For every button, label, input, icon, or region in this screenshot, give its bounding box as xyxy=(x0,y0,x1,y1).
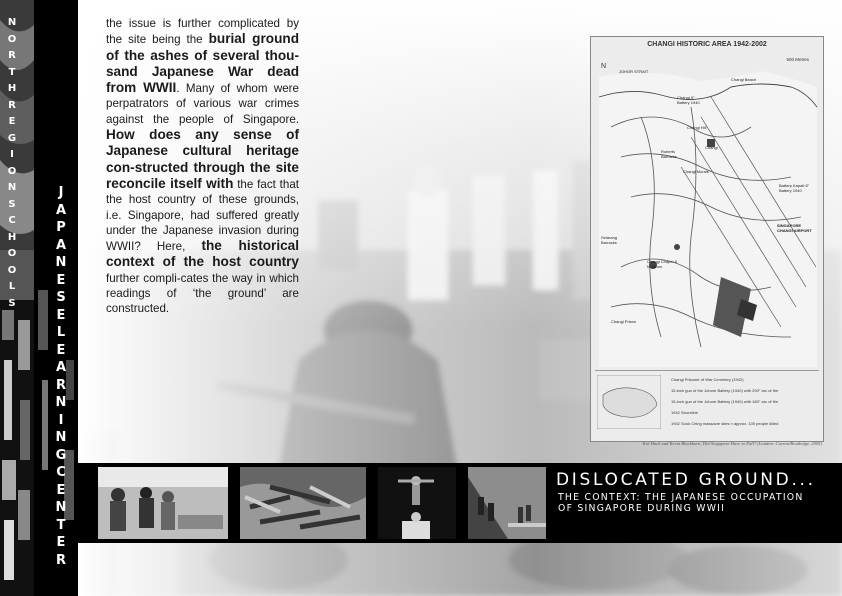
map-label-battery-2: Batterp Kapati 6" Battery 1940 xyxy=(779,183,810,193)
vertical-letter: N xyxy=(55,255,67,270)
vertical-letter: S xyxy=(8,297,16,309)
vertical-letter: N xyxy=(7,17,17,28)
map-label-selarang: Selarang Barracks xyxy=(601,235,618,245)
vertical-letter: L xyxy=(8,281,16,292)
map-label-changi-hill: Changi Hill xyxy=(687,125,707,130)
changi-historic-map xyxy=(590,36,824,442)
vertical-letter: S xyxy=(56,290,66,305)
vertical-letter: E xyxy=(56,307,66,323)
map-label-johor-strait: JOHOR STRAIT xyxy=(619,69,649,74)
vertical-letter: O xyxy=(7,165,17,177)
vertical-letter: I xyxy=(10,149,14,160)
vertical-letter: P xyxy=(56,220,66,235)
map-legend xyxy=(595,370,819,437)
map-label-airport: SINGAPORE CHANGI AIRPORT xyxy=(777,223,812,233)
bottom-title-band xyxy=(78,463,842,543)
vertical-letter: A xyxy=(55,202,67,218)
map-source-caption: Kol Hack and Kevin Blackburn, Did Singapore Have to Fall? (London: Curzon/Routledge, 2005) xyxy=(642,441,822,446)
band-subtitle-line-2: OF SINGAPORE DURING WWII xyxy=(558,502,726,514)
vertical-letter: J xyxy=(58,185,64,200)
band-subtitle xyxy=(558,493,804,514)
japanese-learning-center-vertical-text xyxy=(52,186,70,571)
legend-item-gun-180: 15-inch gun of the Johore Battery (1940) with 180° arc of fire xyxy=(671,399,779,404)
vertical-letter: H xyxy=(7,231,17,243)
thumb-bodies-pile xyxy=(240,467,366,539)
vertical-letter: S xyxy=(8,198,16,210)
band-subtitle-line-1: THE CONTEXT: THE JAPANESE OCCUPATION xyxy=(558,492,804,503)
vertical-letter: I xyxy=(58,412,64,428)
map-label-chapel-museum: Changi Chapel & Museum xyxy=(647,259,678,269)
grid-photo xyxy=(0,297,34,596)
vertical-letter: N xyxy=(55,500,67,515)
vertical-letter: T xyxy=(56,517,66,533)
essay-paragraph xyxy=(106,16,299,317)
vertical-letter: A xyxy=(55,237,67,253)
legend-item-gun-290: 15-inch gun of the Johore Battery (1940) with 290° arc of fire xyxy=(671,388,779,393)
vertical-letter: E xyxy=(56,482,66,498)
essay-emphasis-3: the historical context of the host country xyxy=(106,238,299,270)
vertical-letter: T xyxy=(8,66,16,78)
thumb-prisoners-march xyxy=(468,467,546,539)
essay-emphasis-1: burial ground of the ashes of several thou-sand Japanese War dead from WWII xyxy=(106,31,299,96)
band-title: DISLOCATED GROUND... xyxy=(556,470,816,490)
vertical-letter: R xyxy=(55,552,66,568)
vertical-letter: G xyxy=(55,447,67,463)
vertical-letter: N xyxy=(55,395,67,410)
vertical-letter: A xyxy=(55,360,67,375)
vertical-letter: E xyxy=(56,342,66,358)
vertical-letter: H xyxy=(7,83,17,94)
thumb-soldiers-gathering xyxy=(98,467,228,539)
essay-text-4: further compli-cates the way in which readings of ‘the ground’ are constructed. xyxy=(106,271,299,316)
essay-text-1: the issue is further complicated by the site being the xyxy=(106,17,299,47)
legend-item-cemetery: Changi Prisoner of War Cemetery (1942) xyxy=(671,377,744,382)
map-label-changi-beach: Changi Beach xyxy=(731,77,757,82)
vertical-letter: R xyxy=(8,99,16,111)
vertical-letter: R xyxy=(8,50,16,61)
north-region-schools-vertical-text xyxy=(6,18,18,315)
vertical-letter: N xyxy=(7,182,17,193)
vertical-letter: E xyxy=(56,272,66,288)
left-sidebar-strip xyxy=(0,0,78,596)
legend-item-massacre-sites: 1942 Sook Ching massacre sites ≈ approx. 100 people killed xyxy=(671,421,779,426)
legend-item-shoreline: 1942 Shoreline xyxy=(671,410,698,415)
vertical-letter: E xyxy=(8,116,16,127)
singapore-inset-map xyxy=(597,375,661,429)
thumb-surrender xyxy=(378,467,456,539)
vertical-letter: C xyxy=(56,465,66,480)
map-title: CHANGI HISTORIC AREA 1942-2002 xyxy=(647,41,767,48)
north-arrow-icon: N xyxy=(601,63,607,70)
vertical-letter: L xyxy=(56,325,66,340)
vertical-letter: C xyxy=(8,215,16,226)
vertical-letter: O xyxy=(7,264,17,276)
vertical-letter: G xyxy=(7,132,17,144)
map-label-prison: Changi Prison xyxy=(611,319,637,324)
vertical-letter: E xyxy=(56,535,66,550)
vertical-letter: O xyxy=(7,33,17,45)
essay-text-2: . Many of whom were perpatrators of various war crimes against the people of Singapore. xyxy=(106,82,299,126)
map-label-changi-gaol: Changi xyxy=(705,145,718,150)
essay-text-3: the fact that the host country of these grounds, i.e. Singapore, had suffered greatly under the Japanese invasion during WWII? Here, xyxy=(106,177,299,254)
vertical-letter: N xyxy=(55,430,67,445)
map-label-battery-1: Changi 9" Battery 1940 xyxy=(677,95,700,105)
essay-emphasis-2: How does any sense of Japanese cultural heritage con-structed through the site reconcile itself with xyxy=(106,127,299,191)
map-label-roberts-barracks: Roberts Barracks xyxy=(661,149,677,159)
map-scale: 500 Metres xyxy=(786,57,809,62)
map-label-changi-murals: Changi Murals xyxy=(683,169,709,174)
vertical-letter: R xyxy=(55,377,66,393)
vertical-letter: O xyxy=(7,248,17,259)
